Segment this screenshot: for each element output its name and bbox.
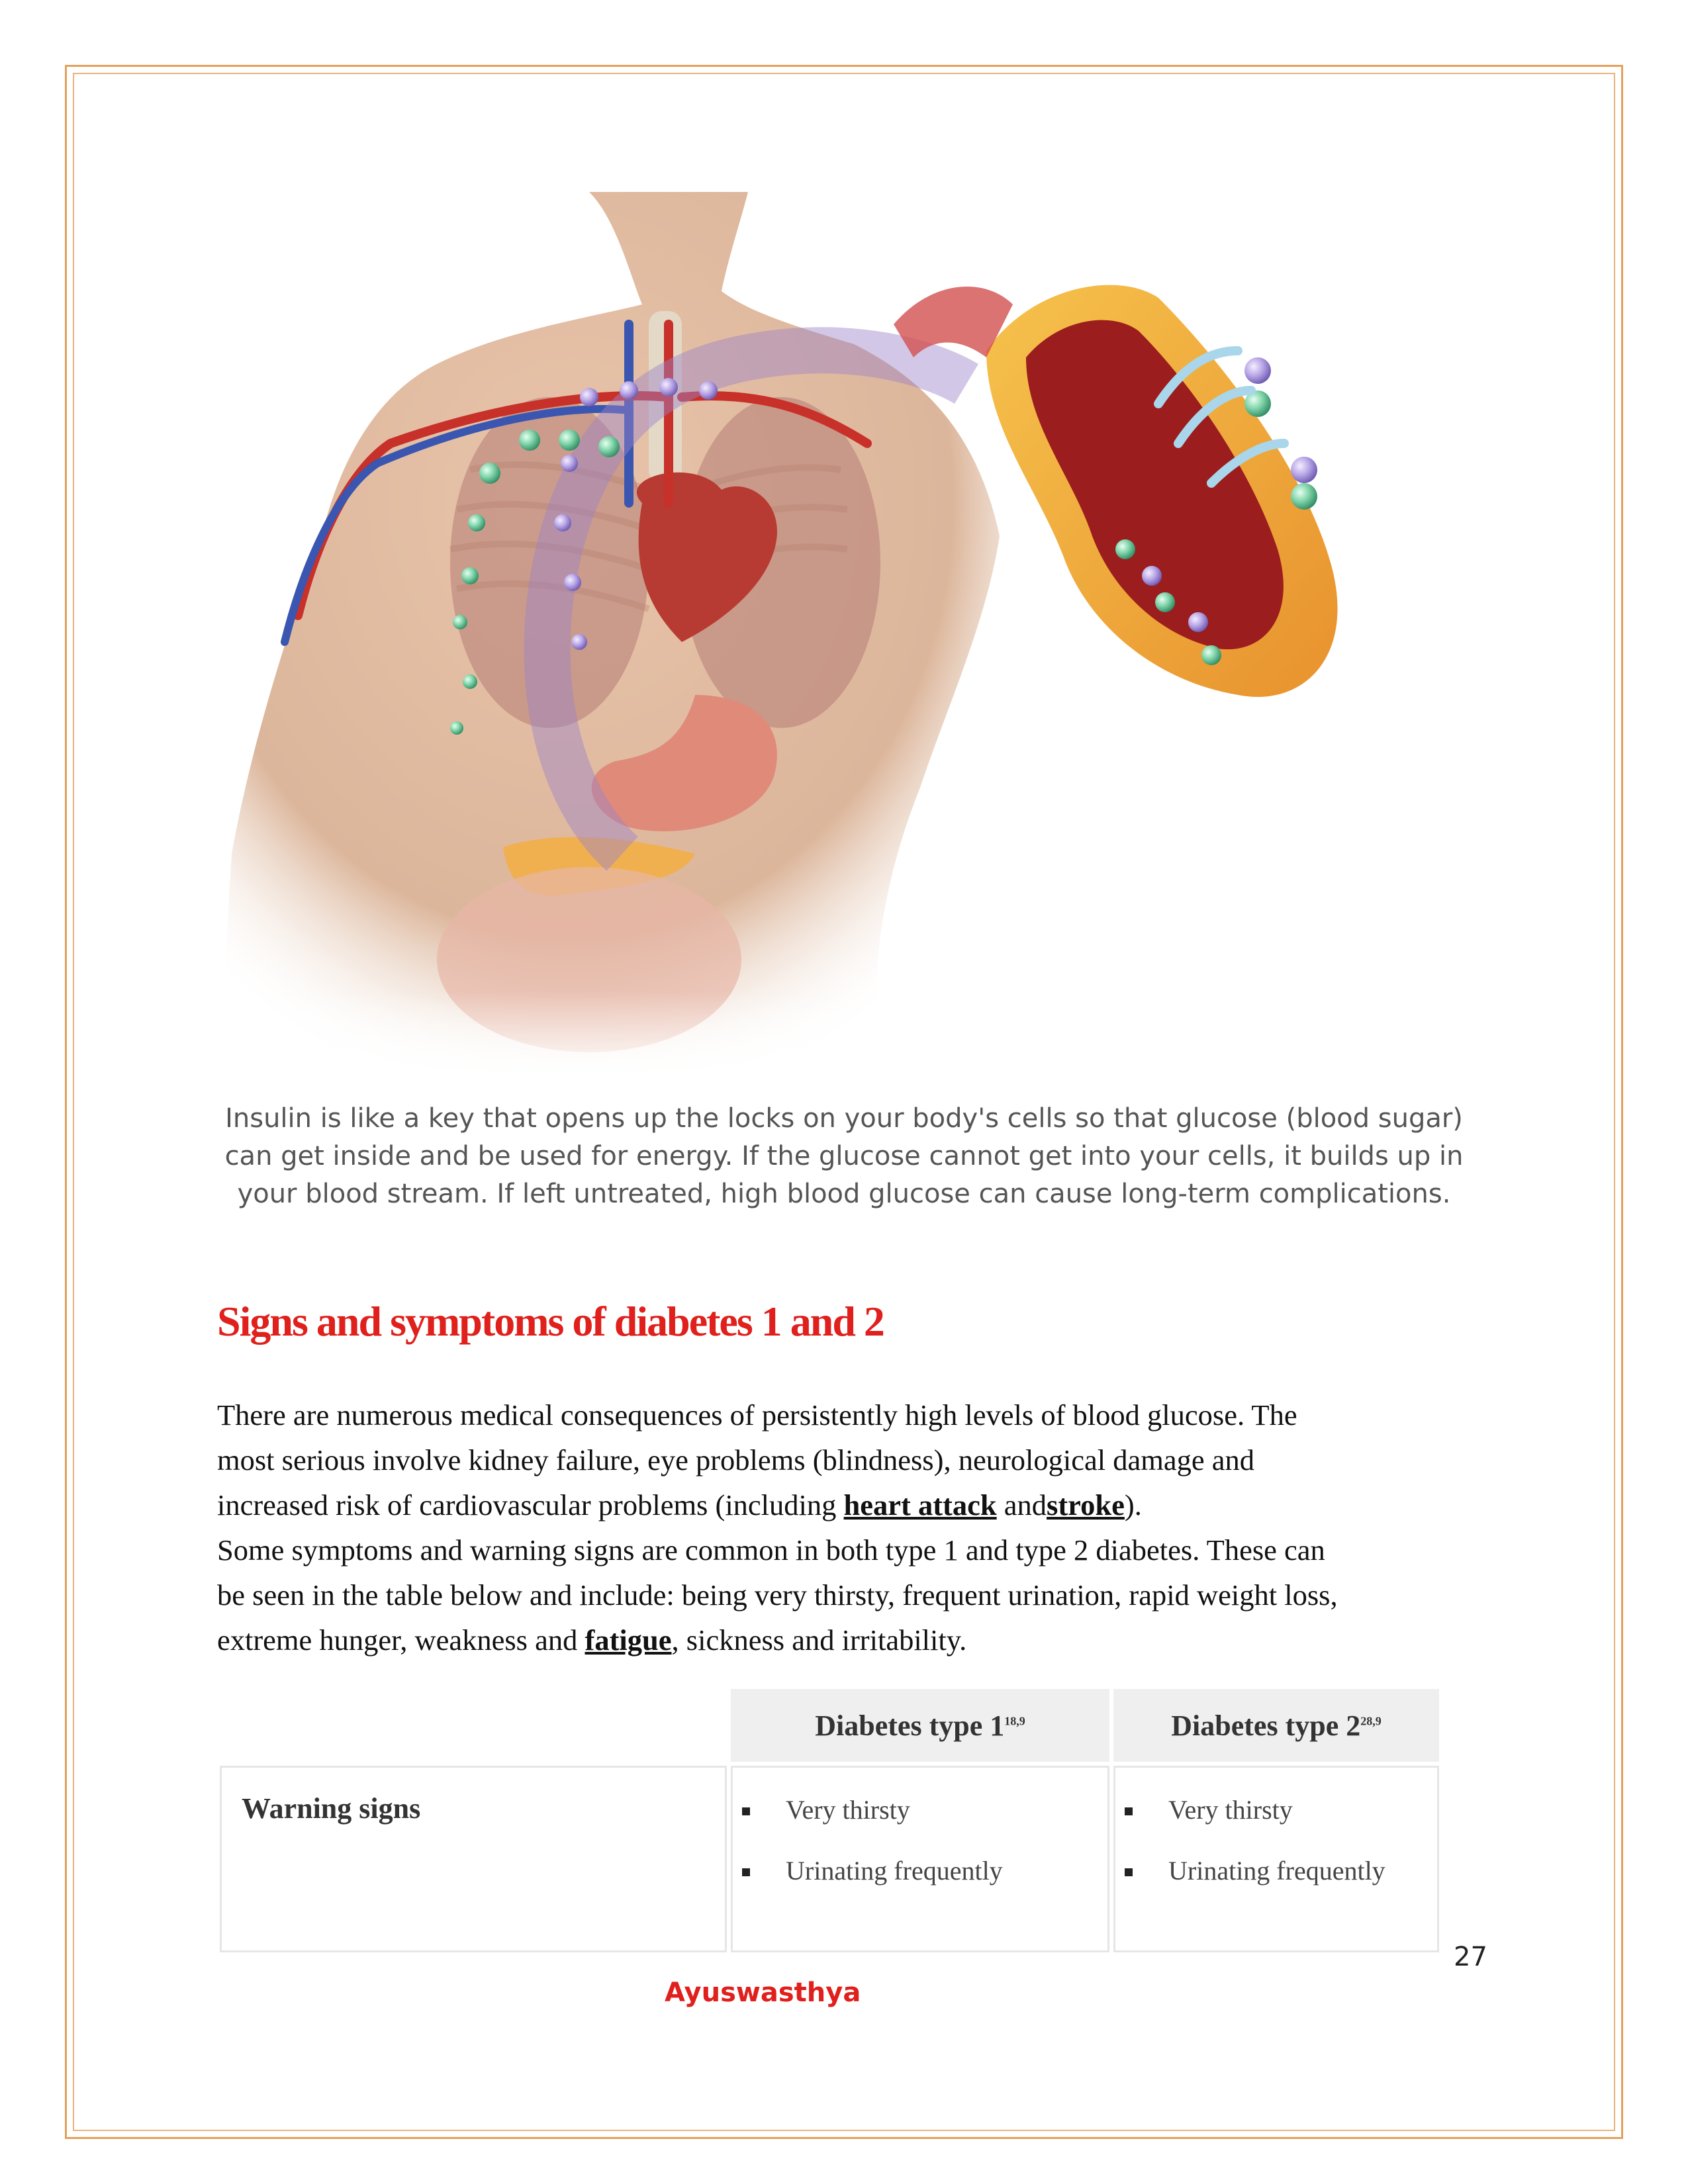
caption-line: your blood stream. If left untreated, high blood glucose can cause long-term complications. [237,1179,1451,1209]
table-row [220,1766,1439,1952]
page-number: 27 [1454,1942,1487,1972]
empty-header-cell [220,1689,727,1762]
body-line: be seen in the table below and include: being very thirsty, frequent urination, rapid weight loss, [217,1578,1338,1612]
table-header-row [220,1689,1439,1762]
header-label: Diabetes type 1 [815,1709,1005,1742]
body-line: Some symptoms and warning signs are common in both type 1 and type 2 diabetes. These can [217,1533,1325,1567]
type2-signs-cell [1113,1766,1439,1952]
heart-attack-link[interactable]: heart attack [843,1488,997,1522]
list-item-text: Urinating frequently [786,1856,1003,1886]
fatigue-link[interactable]: fatigue [585,1623,672,1657]
header-label: Diabetes type 2 [1171,1709,1361,1742]
brand-footer: Ayuswasthya [665,1978,861,2008]
body-paragraph [217,1392,1515,1662]
body-line [217,1617,1515,1662]
body-text-span: increased risk of cardiovascular problems (including [217,1488,844,1522]
list-item [733,1855,1107,1887]
header-citation: 18,9 [1004,1713,1025,1727]
list-item [1115,1855,1437,1887]
square-bullet-icon [1125,1807,1133,1815]
type1-signs-cell [731,1766,1109,1952]
square-bullet-icon [742,1868,750,1876]
list-item-text: Urinating frequently [1168,1856,1385,1886]
list-item [733,1794,1107,1826]
caption-line: can get inside and be used for energy. If the glucose cannot get into your cells, it builds up in [224,1141,1464,1171]
stroke-link[interactable]: stroke [1047,1488,1125,1522]
diabetes-comparison-table [216,1685,1443,1956]
caption-line: Insulin is like a key that opens up the locks on your body's cells so that glucose (blood sugar) [225,1103,1463,1134]
row-label-warning-signs: Warning signs [220,1766,727,1952]
section-heading: Signs and symptoms of diabetes 1 and 2 [217,1298,884,1345]
body-line: most serious involve kidney failure, eye problems (blindness), neurological damage and [217,1443,1254,1477]
list-item [1115,1794,1437,1826]
body-text-span: , sickness and irritability. [671,1623,967,1657]
square-bullet-icon [1125,1868,1133,1876]
list-item-text: Very thirsty [1168,1795,1293,1825]
header-citation: 28,9 [1360,1713,1382,1727]
type2-signs-list [1115,1768,1437,1887]
body-text-span: and [996,1488,1047,1522]
body-text-span: ). [1124,1488,1142,1522]
list-item-text: Very thirsty [786,1795,910,1825]
header-diabetes-type-1 [731,1689,1109,1762]
header-diabetes-type-2 [1113,1689,1439,1762]
anatomy-illustration [218,192,1463,1079]
figure-caption [218,1100,1470,1213]
body-line: There are numerous medical consequences of persistently high levels of blood glucose. The [217,1398,1297,1432]
type1-signs-list [733,1768,1107,1887]
body-line [217,1482,1515,1527]
body-text-span: extreme hunger, weakness and [217,1623,585,1657]
square-bullet-icon [742,1807,750,1815]
